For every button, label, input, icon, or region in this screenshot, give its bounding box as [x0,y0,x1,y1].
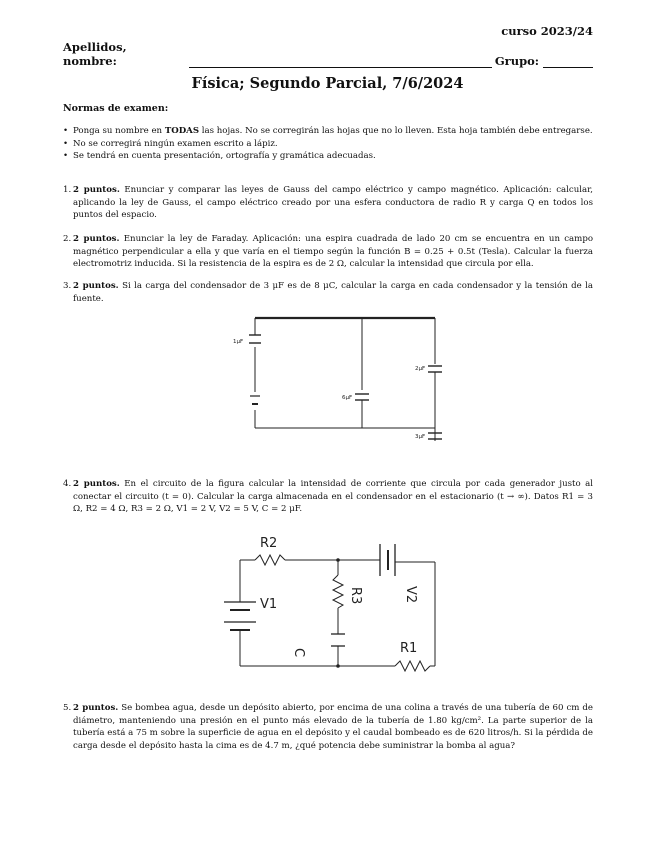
capacitor-c [331,634,345,646]
exam-title: Física; Segundo Parcial, 7/6/2024 [191,75,464,92]
capacitor-2 [428,366,442,372]
resistor-r2 [255,555,285,565]
label-c6: 6μF [342,395,353,401]
question-points: 2 puntos. [73,185,120,195]
norm-item: • No se corregirá ningún examen escrito a lápiz. [63,138,278,149]
capacitor-circuit-figure [233,310,450,460]
question-text: Enunciar y comparar las leyes de Gauss del campo eléctrico y campo magnético. Aplicación: calcular, aplicando la ley de Gauss, el campo eléctrico creado por una esfera conductora de radio R y carga Q en todos los puntos del espacio. [73,185,594,221]
name-label: Apellidos, nombre: [63,40,127,68]
norms-list [63,125,593,163]
label-v1: V1 [260,597,278,612]
label-c: C [291,648,306,658]
capacitor-6 [355,394,369,400]
resistor-r1 [395,661,430,671]
bullet-icon: • [63,126,69,136]
bullet-icon: • [63,138,69,149]
label-r2: R2 [260,536,278,551]
name-blank-line[interactable] [189,55,492,68]
group-label: Grupo: [494,54,540,68]
label-r1: R1 [400,641,418,656]
question-1: 1. 2 puntos. Enunciar y comparar las leyes de Gauss del campo eléctrico y campo magnético. Aplicación: calcular, aplicando la ley de Gauss, el campo eléctrico creado por una esfera conductora de radio R y carga Q en todos los puntos del espacio. [63,185,594,221]
group-blank-line[interactable] [543,55,593,68]
norm-item: • Ponga su nombre en TODAS las hojas. No se corregirán las hojas que no lo lleven. Esta hoja también debe entregarse. [63,126,593,136]
norm-item: • Se tendrá en cuenta presentación, ortografía y gramática adecuadas. [63,151,376,162]
course-year: curso 2023/24 [501,24,593,38]
capacitor-1 [249,335,261,343]
battery-v1 [224,602,256,630]
question-text: Se bombea agua, desde un depósito abierto, por encima de una colina a través de una tubería de 60 cm de diámetro, manteniendo una presión en el punto más elevado de la tubería de 1.80 kg/cm². La parte superior de la tubería está a 75 m sobre la superficie de agua en el depósito y el caudal bombeado es de 620 litros/h. Si la pérdida de carga desde el depósito hasta la cima es de 4.7 m, ¿qué potencia debe suministrar la bomba al agua? [73,703,594,751]
battery-v2 [380,544,395,576]
resistor-circuit-figure [210,530,450,680]
bullet-icon: • [63,151,69,162]
question-5: 5. 2 puntos. Se bombea agua, desde un depósito abierto, por encima de una colina a través de una tubería de 60 cm de diámetro, manteniendo una presión en el punto más elevado de la tubería de 1.80 kg/cm². La parte superior de la tubería está a 75 m sobre la superficie de agua en el depósito y el caudal bombeado es de 620 litros/h. Si la pérdida de carga desde el depósito hasta la cima es de 4.7 m, ¿qué potencia debe suministrar la bomba al agua? [63,703,594,751]
norms-heading: Normas de examen: [63,103,169,114]
label-c2: 2μF [415,366,426,372]
label-v2: V2 [403,586,418,604]
question-4: 4. 2 puntos. En el circuito de la figura calcular la intensidad de corriente que circula por cada generador justo al conectar el circuito (t = 0). Calcular la carga almacenada en el condensador en el estacionario (t → ∞). Datos R1 = 3 Ω, R2 = 4 Ω, R3 = 2 Ω, V1 = 2 V, V2 = 5 V, C = 2 μF. [63,479,594,515]
resistor-r3 [333,575,343,608]
label-c3: 3μF [415,434,426,440]
question-points: 2 puntos. [73,234,120,244]
question-3: 3. 2 puntos. Si la carga del condensador de 3 μF es de 8 μC, calcular la carga en cada condensador y la tensión de la fuente. [63,281,593,304]
question-text: Enunciar la ley de Faraday. Aplicación: una espira cuadrada de lado 20 cm se encuentra en un campo magnético perpendicular a ella y que varía en el tiempo según la función B = 0.25 + 0.5t (Tesla). Calcular la fuerza electromotriz inducida. Si la resistencia de la espira es de 2 Ω, calcular la intensidad que circula por ella. [73,234,593,270]
battery-source [250,396,260,404]
question-points: 2 puntos. [73,281,119,291]
label-r3: R3 [348,587,363,605]
question-points: 2 puntos. [73,479,120,489]
student-header [63,40,593,68]
question-text: En el circuito de la figura calcular la intensidad de corriente que circula por cada generador justo al conectar el circuito (t = 0). Calcular la carga almacenada en el condensador en el estacionario (t → ∞). Datos R1 = 3 Ω, R2 = 4 Ω, R3 = 2 Ω, V1 = 2 V, V2 = 5 V, C = 2 μF. [73,479,594,515]
question-text: Si la carga del condensador de 3 μF es de 8 μC, calcular la carga en cada condensador y la tensión de la fuente. [73,281,593,304]
question-2: 2. 2 puntos. Enunciar la ley de Faraday. Aplicación: una espira cuadrada de lado 20 cm se encuentra en un campo magnético perpendicular a ella y que varía en el tiempo según la función B = 0.25 + 0.5t (Tesla). Calcular la fuerza electromotriz inducida. Si la resistencia de la espira es de 2 Ω, calcular la intensidad que circula por ella. [63,234,593,270]
label-c1: 1μF [233,339,244,345]
question-points: 2 puntos. [73,703,119,713]
